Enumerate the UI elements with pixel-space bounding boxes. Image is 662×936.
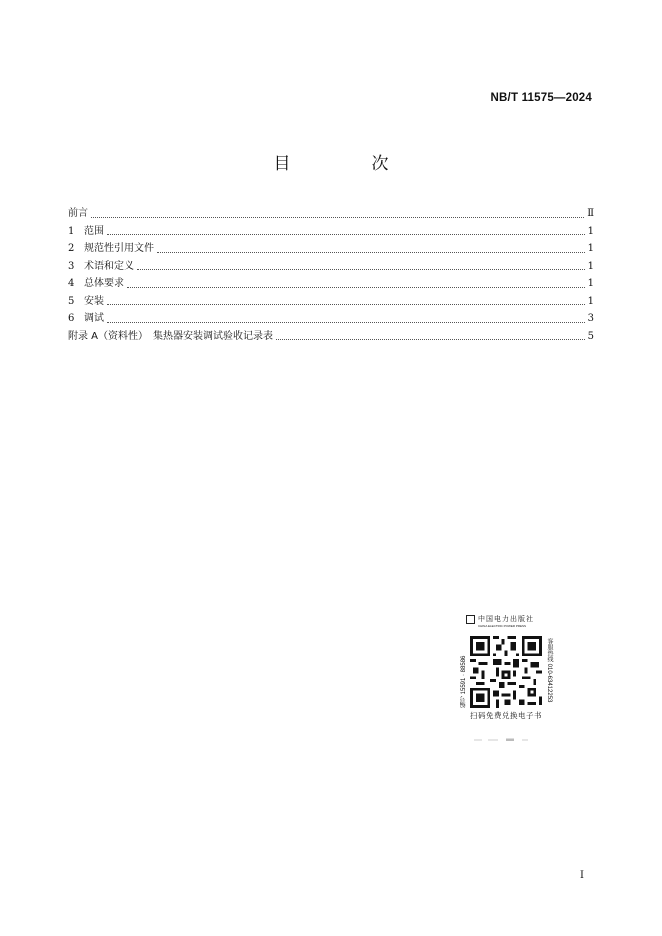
toc-entry-label: 4 总体要求 <box>68 278 124 289</box>
qr-code-icon[interactable] <box>470 636 542 708</box>
toc-leader-dots <box>276 338 585 340</box>
toc-entry-label: 附录 A（资料性） 集热器安装调试验收记录表 <box>68 330 274 342</box>
toc-entry-commissioning[interactable] <box>68 310 594 328</box>
toc-entry-page: 3 <box>587 313 594 324</box>
toc-entry-page: 1 <box>587 260 594 272</box>
toc-entry-normative-references[interactable] <box>68 240 594 258</box>
toc-entry-label: 2 规范性引用文件 <box>68 243 154 254</box>
publisher-name: 中国电力出版社 <box>478 615 534 623</box>
toc-title: 目 次 <box>273 154 421 174</box>
table-of-contents <box>68 205 594 345</box>
toc-leader-dots <box>107 233 585 235</box>
toc-leader-dots <box>107 303 585 305</box>
publisher-logo <box>466 614 546 632</box>
toc-entry-installation[interactable] <box>68 293 594 311</box>
toc-entry-terms-definitions[interactable] <box>68 258 594 276</box>
toc-entry-foreword[interactable] <box>68 205 594 223</box>
toc-entry-label: 3 术语和定义 <box>68 260 134 272</box>
toc-leader-dots <box>107 321 585 323</box>
toc-entry-label: 前言 <box>68 208 88 219</box>
toc-entry-page: 1 <box>587 278 594 289</box>
toc-entry-appendix-a[interactable] <box>68 328 594 346</box>
toc-entry-page: Ⅱ <box>587 208 594 219</box>
scratch-strip <box>470 738 542 742</box>
standard-code: NB/T 11575—2024 <box>490 92 592 104</box>
toc-entry-page: 1 <box>587 243 594 254</box>
qr-side-text-left: 编号 15591 · 88586 <box>461 655 467 708</box>
qr-code-block <box>456 614 556 744</box>
toc-entry-page: 1 <box>587 225 594 237</box>
toc-entry-page: 1 <box>587 295 594 307</box>
toc-leader-dots <box>137 268 585 270</box>
toc-leader-dots <box>157 251 585 253</box>
page-number: I <box>580 870 584 881</box>
publisher-emblem-icon <box>466 615 475 624</box>
toc-leader-dots <box>127 286 585 288</box>
toc-entry-page: 5 <box>587 330 594 342</box>
toc-entry-scope[interactable] <box>68 223 594 241</box>
toc-entry-general-requirements[interactable] <box>68 275 594 293</box>
toc-leader-dots <box>91 216 584 218</box>
toc-entry-label: 1 范围 <box>68 225 104 237</box>
qr-side-text-right: 客服热线 010-63412253 <box>546 638 552 703</box>
toc-entry-label: 5 安装 <box>68 295 104 307</box>
qr-caption: 扫码免费兑换电子书 <box>470 711 542 720</box>
toc-entry-label: 6 调试 <box>68 313 104 324</box>
publisher-name-en: CHINA ELECTRIC POWER PRESS <box>478 624 527 628</box>
